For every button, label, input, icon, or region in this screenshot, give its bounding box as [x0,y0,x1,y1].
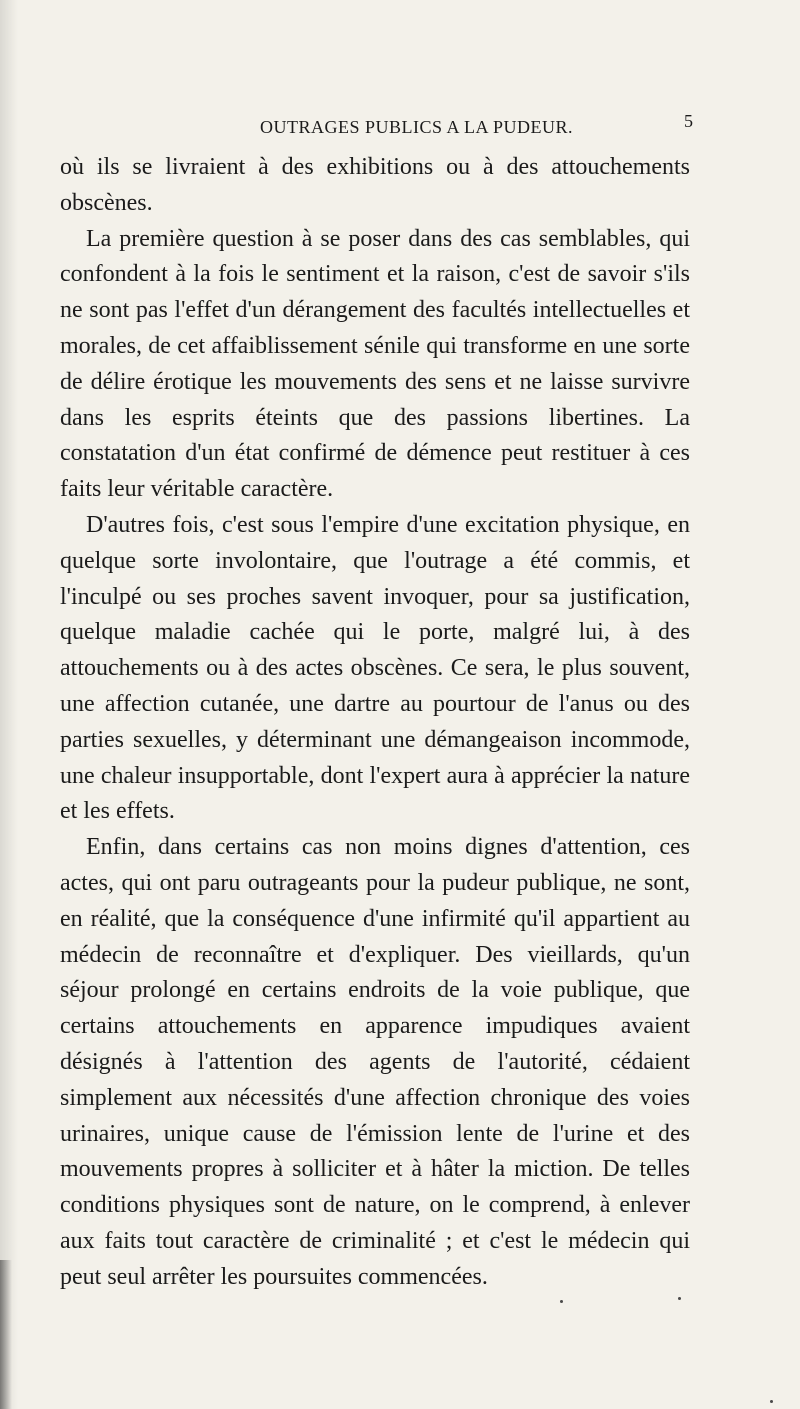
body-text [60,150,690,1296]
paper-speck [678,1297,681,1300]
running-title: OUTRAGES PUBLICS A LA PUDEUR. [260,117,574,137]
paper-speck [770,1400,773,1403]
paper-speck [560,1300,563,1303]
paragraph-continuation: où ils se livraient à des exhibitions ou à des attouchements obscènes. [60,154,690,216]
paragraph: La première question à se poser dans des cas semblables, qui confondent à la fois le sentiment et la raison, c'est de savoir s'ils ne sont pas l'effet d'un dérangement des facultés intellectuelles et morales, de cet affaiblissement sénile qui transforme en une sorte de délire érotique les mouvements des sens et ne laisse survivre dans les esprits éteints que des passions libertines. La constatation d'un état confirmé de démence peut restituer à ces faits leur véritable caractère. [60,225,690,503]
paragraph: D'autres fois, c'est sous l'empire d'une excitation physique, en quelque sorte involontaire, que l'outrage a été commis, et l'inculpé ou ses proches savent invoquer, pour sa justification, quelque maladie cachée qui le porte, malgré lui, à des attouchements ou à des actes obscènes. Ce sera, le plus souvent, une affection cutanée, une dartre au pourtour de l'anus ou des parties sexuelles, y déterminant une démangeaison incommode, une chaleur insupportable, dont l'expert aura à apprécier la nature et les effets. [60,511,690,825]
page-number: 5 [684,111,693,131]
paragraph: Enfin, dans certains cas non moins dignes d'attention, ces actes, qui ont paru outrageants pour la pudeur publique, ne sont, en réalité, que la conséquence d'une infirmité qu'il appartient au médecin de reconnaître et d'expliquer. Des vieillards, qu'un séjour prolongé en certains endroits de la voie publique, que certains attouchements en apparence impudiques avaient désignés à l'attention des agents de l'autorité, cédaient simplement aux nécessités d'une affection chronique des voies urinaires, unique cause de l'émission lente de l'urine et des mouvements propres à solliciter et à hâter la miction. De telles conditions physiques sont de nature, on le comprend, à enlever aux faits tout caractère de criminalité ; et c'est le médecin qui peut seul arrêter les poursuites commencées. [60,834,690,1290]
binding-shadow [0,1260,12,1409]
running-head [60,111,800,141]
